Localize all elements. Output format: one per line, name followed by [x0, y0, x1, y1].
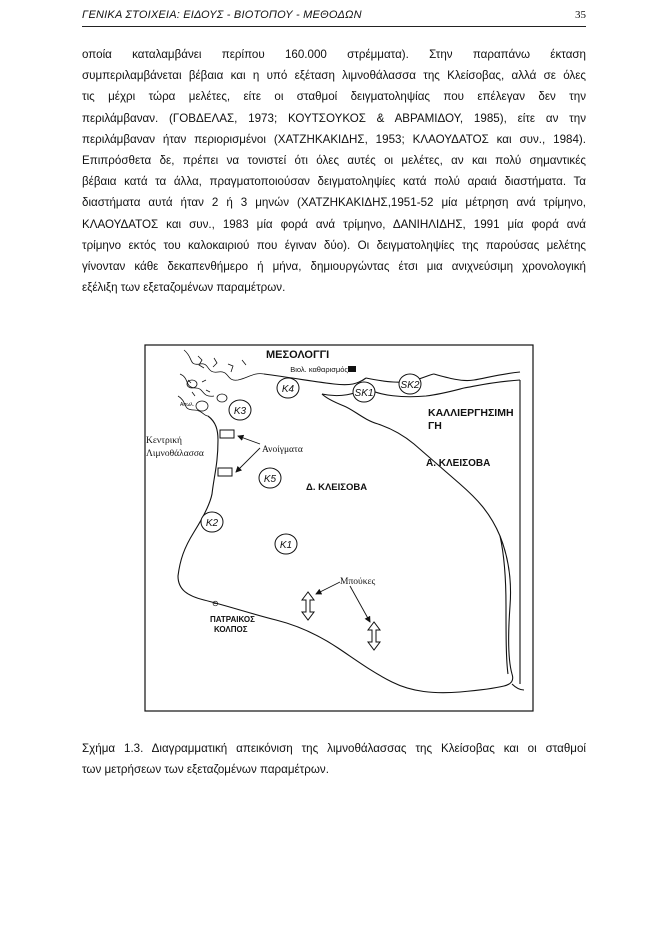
body-line: περιλάμβαναν ήταν περιορισμένοι (ΧΑΤΖΗΚΑΚΙΔΗΣ, 1953; ΚΛΑΟΥΔΑΤΟΣ και συν., 1984).: [82, 132, 586, 146]
sluices-label: Μπούκες: [340, 577, 376, 587]
compass-mark: ⊖: [212, 599, 219, 608]
body-line: διαστήματα αυτά ήταν 2 ή 3 μηνών (ΧΑΤΖΗΚΑΚΙΔΗΣ,1951-52 μία μέτρηση ανά τρίμηνο,: [82, 196, 586, 210]
caption-line: των μετρήσεων των εξεταζομένων παραμέτρων.: [82, 763, 329, 776]
west-kleisova-label: Δ. ΚΛΕΙΣΟΒΑ: [306, 482, 368, 493]
station-label: K4: [281, 384, 295, 395]
opening-marker: [218, 468, 232, 476]
central-lagoon-label-line2: Λιμνοθάλασσα: [146, 449, 204, 459]
station-label: SK2: [400, 380, 420, 391]
body-line: τις μέχρι τώρα μελέτες, είτε οι σταθμοί δειγματοληψίας που επέλεγαν δεν την: [82, 90, 586, 104]
lagoon-map: [144, 344, 534, 712]
body-line: περιλάμβαναν. (ΓΟΒΔΕΛΑΣ, 1973; ΚΟΥΤΣΟΥΚΟΣ & ΑΒΡΑΜΙΔΟΥ, 1985), είτε αν την: [82, 111, 586, 125]
station-label: K5: [263, 474, 277, 485]
gulf-label-line2: ΚΟΛΠΟΣ: [214, 625, 248, 634]
central-lagoon-label-line1: Κεντρική: [146, 436, 183, 446]
station-label: K2: [205, 518, 219, 529]
station-label: K3: [233, 406, 247, 417]
running-header: [82, 8, 586, 27]
station-labels: [206, 380, 420, 551]
openings-label: Ανοίγματα: [262, 445, 303, 455]
body-line: τρίμηνο εκτός του καλοκαιριού που έγιναν δύο). Οι δειγματοληψίες της παρούσας μελέτης: [82, 238, 586, 252]
lagoon-map-figure: [144, 344, 534, 712]
opening-marker: [220, 430, 234, 438]
station-markers: [201, 374, 421, 554]
figure-caption: [82, 738, 586, 780]
sluice-marker: [302, 592, 314, 620]
caption-line: Σχήμα 1.3. Διαγραμματική απεικόνιση της λιμνοθάλασσας της Κλείσοβας και οι σταθμοί: [82, 742, 586, 755]
page-number: 35: [575, 9, 586, 21]
header-title: ΓΕΝΙΚΑ ΣΤΟΙΧΕΙΑ: ΕΙΔΟΥΣ - ΒΙΟΤΟΠΟΥ - ΜΕΘΟΔΩΝ: [82, 9, 362, 21]
body-paragraph: [82, 44, 586, 298]
body-line: εξέλιξη των εξεταζομένων παραμέτρων.: [82, 281, 286, 295]
gulf-label-line1: ΠΑΤΡΑΙΚΟΣ: [210, 615, 255, 624]
small-area-label: Αιτωλ.: [180, 402, 195, 408]
body-line: ΚΛΑΟΥΔΑΤΟΣ και συν., 1983 μία φορά ανά τρίμηνο, ΔΑΝΙΗΛΙΔΗΣ, 1991 μία φορά ανά: [82, 217, 586, 231]
town-label: ΜΕΣΟΛΟΓΓΙ: [266, 349, 330, 361]
cultivated-land-label-line2: ΓΗ: [428, 420, 442, 432]
treatment-plant-marker: [348, 366, 356, 372]
station-label: SK1: [354, 388, 374, 399]
body-line: οποία καταλαμβάνει περίπου 160.000 στρέμματα). Στην παραπάνω έκταση: [82, 48, 586, 61]
lagoon-outline: [178, 372, 524, 693]
east-kleisova-label: Α. ΚΛΕΙΣΟΒΑ: [426, 458, 491, 469]
station-label: K1: [279, 540, 293, 551]
cultivated-land-label-line1: ΚΑΛΛΙΕΡΓΗΣΙΜΗ: [428, 407, 514, 419]
pointer-arrows: [236, 436, 370, 622]
body-line: Επιπρόσθετα δε, πρέπει να τονιστεί ότι όλες αυτές οι μελέτες, αν και πολύ σημαντικές: [82, 153, 586, 167]
sluice-markers: [302, 592, 380, 650]
body-line: γίνονταν κάθε δεκαπενθήμερο ή μήνα, δημιουργώντας έτσι μια ανιχνεύσιμη χρονολογική: [82, 259, 586, 273]
body-line: συμπεριλαμβάνεται βέβαια και η υπό εξέταση λιμνοθάλασσα της Κλείσοβας, αλλά σε όλες: [82, 69, 586, 83]
opening-markers: [218, 430, 234, 476]
sluice-marker: [368, 622, 380, 650]
treatment-plant-label: Βιολ. καθαρισμός: [290, 365, 348, 374]
body-line: βέβαια κατά τα άλλα, πραγματοποιούσαν δειγματοληψίες κατά πολύ αραιά διαστήματα. Τα: [82, 175, 586, 189]
